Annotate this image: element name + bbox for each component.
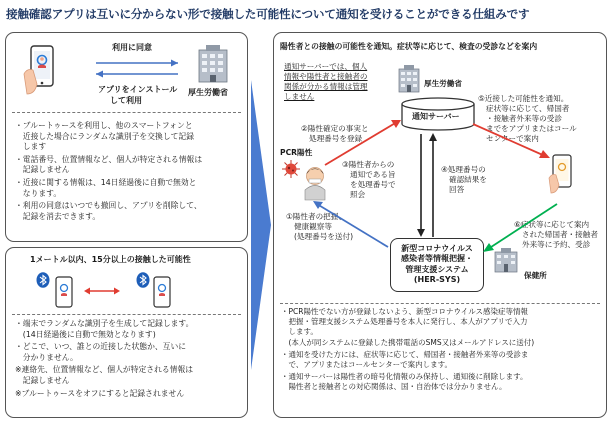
- bullet-line: ・ブルートゥースを利用し、他のスマートフォンと: [15, 121, 193, 130]
- mhlw-label-right: 厚生労働省: [424, 79, 462, 88]
- smartphone-icon: [150, 276, 174, 310]
- bullet-line: ・通知を受けた方には、症状等に応じて、帰国者・接触者外来等の受診ま: [281, 349, 529, 359]
- bullet-item: [15, 342, 193, 363]
- bullet-line: ・通知サーバーは陽性者の暗号化情報のみ保持し、通知後に削除します。: [281, 372, 528, 382]
- bullet-line: ・どこで、いつ、誰との近接した状態か、互いに: [15, 342, 187, 352]
- bullet-line: 分かりません。: [15, 352, 78, 362]
- right-bullets: [281, 307, 534, 393]
- step-line: ③陽性者からの: [342, 160, 395, 169]
- left-bottom-bullets: [15, 319, 193, 399]
- smartphone-icon: [22, 44, 64, 98]
- bullet-item: [281, 372, 534, 392]
- bluetooth-icon: [136, 272, 150, 288]
- left-top-bullets: [15, 121, 202, 222]
- bullet-line: します: [15, 142, 47, 152]
- building-icon: [196, 44, 230, 84]
- flow-arrow: [251, 80, 271, 370]
- bullet-line: ※ブルートゥースをオフにすると記録されません: [15, 388, 185, 398]
- bullet-line: 記録を消去できます。: [15, 211, 101, 221]
- bullet-line: ・利用の同意はいつでも撤回し、アプリを削除して、: [15, 201, 202, 211]
- step-line: ・接触者外来等の受診: [486, 114, 562, 123]
- system-label-line: 感染者等情報把握・: [401, 254, 473, 264]
- step-line: ②陽性確定の事実と: [301, 124, 369, 133]
- bullet-item: [281, 350, 534, 370]
- step-line: された帰国者・接触者: [522, 230, 598, 239]
- server-label: 通知サーバー: [412, 112, 460, 121]
- exchange-arrows: [82, 286, 122, 296]
- divider: [280, 303, 600, 304]
- system-label-line: 新型コロナウイルス: [401, 244, 473, 253]
- step-line: (処理番号を送付): [294, 232, 354, 241]
- hoken-label: 保健所: [524, 271, 547, 280]
- step-line: 健康観察等: [294, 222, 332, 231]
- bullet-line: ※連絡先、位置情報など、個人が特定される情報は: [15, 365, 194, 375]
- step-line: を処理番号で: [350, 180, 396, 189]
- step-line: 処理番号を登録: [309, 134, 363, 143]
- bullet-item: [15, 178, 202, 199]
- step-line: 症状等に応じて、帰国者: [486, 104, 570, 113]
- system-label-line: 管理支援システム: [405, 264, 469, 274]
- server-note-line: 情報や陽性者と接触者の: [284, 72, 368, 81]
- step-line: センターで案内: [486, 134, 539, 143]
- bullet-line: ・電話番号、位置情報など、個人が特定される情報は: [15, 154, 203, 164]
- bullet-line: (本人が同システムに登録した携帯電話のSMS又はメールアドレスに送付): [281, 337, 535, 347]
- mhlw-label-left: 厚生労働省: [188, 88, 228, 97]
- bullet-item: [15, 389, 193, 400]
- page-title: 接触確認アプリは互いに分からない形で接触した可能性について通知を受けることができる仕組みです: [6, 7, 530, 21]
- divider: [12, 112, 241, 113]
- bullet-line: 近接した場合にランダムな識別子を交換して記録: [15, 131, 195, 141]
- bullet-line: 記録しません: [15, 375, 70, 385]
- consent-label: 利用に同意: [112, 43, 152, 52]
- step-line: 外来等に予約、受診: [522, 240, 591, 249]
- bullet-line: 記録しません: [15, 165, 70, 175]
- consent-arrows: [92, 58, 182, 80]
- step-line: ⑤近接した可能性を通知。: [478, 94, 569, 103]
- bullet-line: します。: [281, 327, 318, 337]
- bullet-line: (14日経過後に自動で無効となります): [15, 329, 156, 339]
- step-line: ①陽性者の把握、: [286, 212, 346, 221]
- step-line: 通知である旨: [350, 170, 396, 179]
- flow-arrows: [273, 32, 607, 302]
- bullet-line: 陽性者と接触者との対応関係は、国・自治体では分かりません。: [281, 382, 507, 392]
- install-label: [98, 84, 177, 106]
- smartphone-icon: [52, 276, 76, 310]
- server-note-line: 関係が分かる情報は管理: [284, 82, 368, 91]
- bullet-line: 把握・管理支援システム処理番号を本人に発行し、本人がアプリで入力: [281, 317, 528, 327]
- bullet-item: [15, 121, 202, 153]
- bluetooth-icon: [36, 272, 50, 288]
- step-line: ④処理番号の: [441, 165, 486, 174]
- bullet-line: ・端末でランダムな識別子を生成して記録します。: [15, 319, 194, 328]
- contact-heading: 1メートル以内、15分以上の接触した可能性: [30, 255, 191, 264]
- server-note-line: しません: [284, 92, 315, 101]
- bullet-line: ・近接に関する情報は、14日経過後に自動で無効と: [15, 177, 197, 187]
- bullet-line: ・PCR陽性でない方が登録しないよう、新型コロナウイルス感染症等情報: [281, 307, 529, 316]
- flow-heading: 陽性者との接触の可能性を通知。症状等に応じて、検査の受診などを案内: [280, 42, 538, 51]
- server-note-line: 通知サーバーでは、個人: [284, 62, 368, 71]
- step-line: 確認結果を: [449, 175, 487, 184]
- install-label-line1: アプリをインストール: [98, 85, 178, 94]
- bullet-item: [15, 365, 193, 386]
- step-line: までをアプリまたはコール: [486, 124, 577, 133]
- step-line: ⑥症状等に応じて案内: [514, 220, 590, 229]
- bullet-item: [15, 201, 202, 222]
- bullet-line: で、アプリまたはコールセンターで案内します。: [281, 360, 452, 370]
- pcr-label: PCR陽性: [280, 148, 313, 157]
- bullet-item: [15, 319, 193, 340]
- install-label-line2: して利用: [110, 96, 142, 105]
- step-line: 照会: [350, 190, 366, 199]
- bullet-line: なります。: [15, 188, 62, 198]
- bullet-item: [15, 155, 202, 176]
- step-line: 回答: [449, 185, 465, 194]
- system-label-line: (HER-SYS): [413, 275, 461, 285]
- bullet-item: [281, 307, 534, 348]
- divider: [12, 314, 241, 315]
